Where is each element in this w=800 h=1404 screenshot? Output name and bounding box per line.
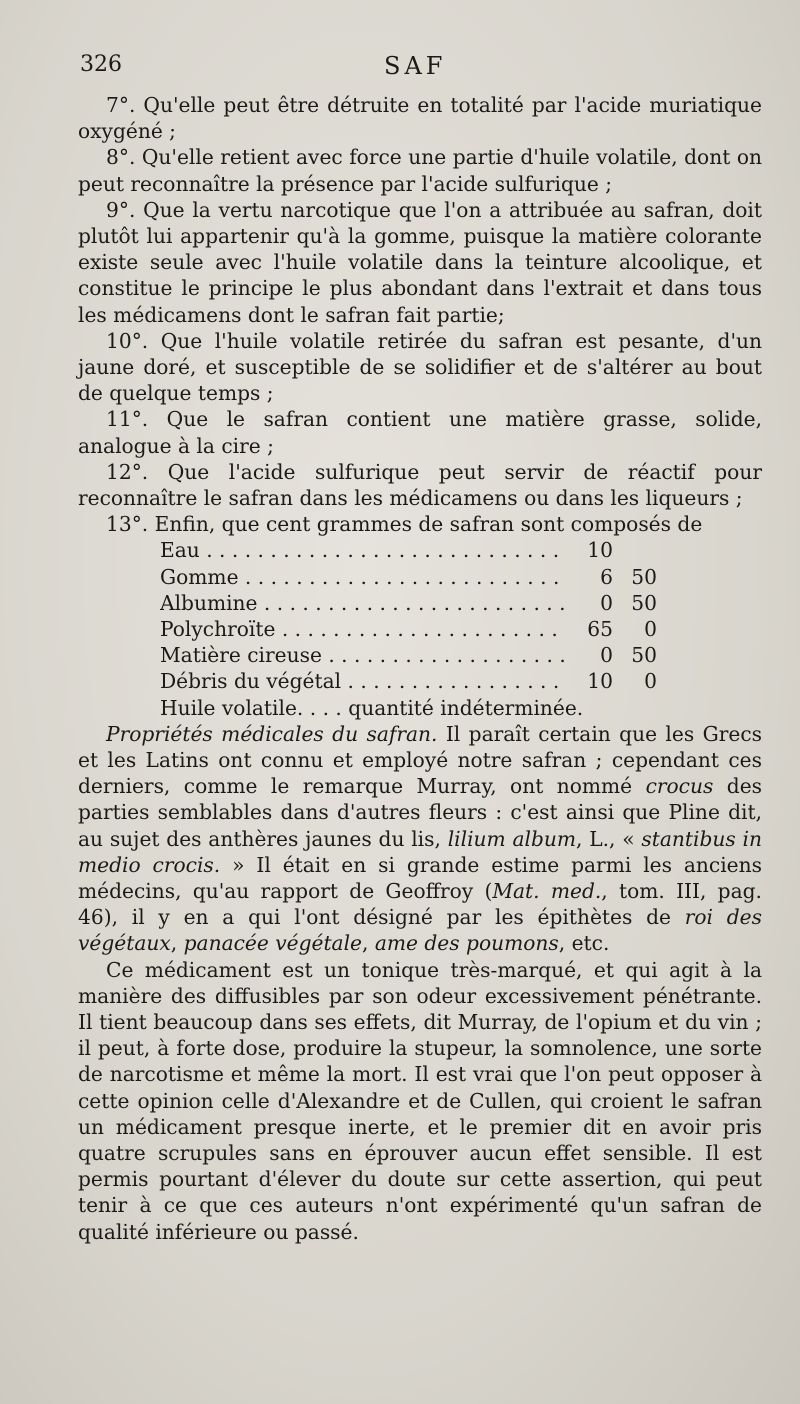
page-number: 326 [80,52,122,77]
table-row [160,695,762,721]
list-item: 13°. Enfin, que cent grammes de safran sont composés de [106,512,703,537]
component-note: . . . quantité indéterminée. [297,695,583,721]
running-head: SAF [384,52,447,80]
table-row [160,642,762,668]
list-item: 7°. Qu'elle peut être détruite en totalité par l'acide muriatique oxygéné ; [78,93,762,144]
body-text [78,92,762,1245]
list-item: 10°. Que l'huile volatile retirée du safran est pesante, d'un jaune doré, et susceptible de se solidifier et de s'altérer au bout de quelque temps ; [78,328,762,406]
list-item: 9°. Que la vertu narcotique que l'on a attribuée au safran, doit plutôt lui appartenir qu'à la gomme, puisque la matière colorante existe seule avec l'huile volatile dans la teinture alcoolique, et constitue le principe le plus abondant dans l'extrait et dans tous les médicamens dont le safran fait partie; [78,197,762,327]
page-header [78,52,762,92]
component-name: Huile volatile [160,695,297,720]
component-units: 10 [587,669,613,694]
component-decimals: 50 [631,590,657,615]
component-decimals: 50 [631,564,657,589]
component-decimals [613,537,657,563]
list-item: 11°. Que le safran contient une matière grasse, solide, analogue à la cire ; [78,407,762,458]
component-name: Matière cireuse . . . [160,642,565,668]
table-row [160,564,762,590]
paragraph-medical-properties: Propriétés médicales du safran. Il paraît certain que les Grecs et les Latins ont connu et employé notre safran ; cependant ces derniers, comme le remarque Murray, ont nommé crocus des parties semblables dans d'autres fleurs : c'est ainsi que Pline dit, au sujet des anthères jaunes du lis, lilium album, L., « stantibus in medio crocis. » Il était en si grande estime parmi les anciens médecins, qu'au rapport de Geoffroy (Mat. med., tom. III, pag. 46), il y en a qui l'ont désigné par les épithètes de roi des végétaux, panacée végétale, ame des poumons, etc. [78,721,763,956]
component-name: Débris du végétal . . . [160,668,565,694]
component-units: 0 [600,590,613,615]
component-name: Gomme . . . [160,564,565,590]
component-name: Polychroïte . . . [160,616,565,642]
table-row [160,616,762,642]
component-decimals: 0 [644,669,657,694]
section-heading: Propriétés médicales du safran. [106,721,438,746]
component-units: 65 [587,617,613,642]
component-name: Eau . . . [160,537,565,563]
composition-table [78,537,762,720]
component-decimals: 0 [644,617,657,642]
table-row [160,668,762,694]
table-row [160,590,762,616]
list-item: 8°. Qu'elle retient avec force une partie d'huile volatile, dont on peut reconnaître la présence par l'acide sulfurique ; [78,145,762,196]
component-decimals: 50 [631,643,657,668]
paragraph-tonic: Ce médicament est un tonique très-marqué, et qui agit à la manière des diffusibles par son odeur excessivement pénétrante. Il tient beaucoup dans ses effets, dit Murray, de l'opium et du vin ; il peut, à forte dose, produire la stupeur, la somnolence, une sorte de narcotisme et même la mort. Il est vrai que l'on peut opposer à cette opinion celle d'Alexandre et de Cullen, qui croient le safran un médicament presque inerte, et le premier dit en avoir pris quatre scrupules sans en éprouver aucun effet sensible. Il est permis pourtant d'élever du doute sur cette assertion, qui peut tenir à ce que ces auteurs n'ont expérimenté qu'un safran de qualité inférieure ou passé. [78,957,762,1244]
table-row [160,537,762,563]
component-units: 0 [600,643,613,668]
list-item: 12°. Que l'acide sulfurique peut servir de réactif pour reconnaître le safran dans les médicamens ou dans les liqueurs ; [78,459,762,511]
component-units: 6 [600,564,613,589]
component-units: 10 [587,538,613,563]
component-name: Albumine . . . [160,590,565,616]
